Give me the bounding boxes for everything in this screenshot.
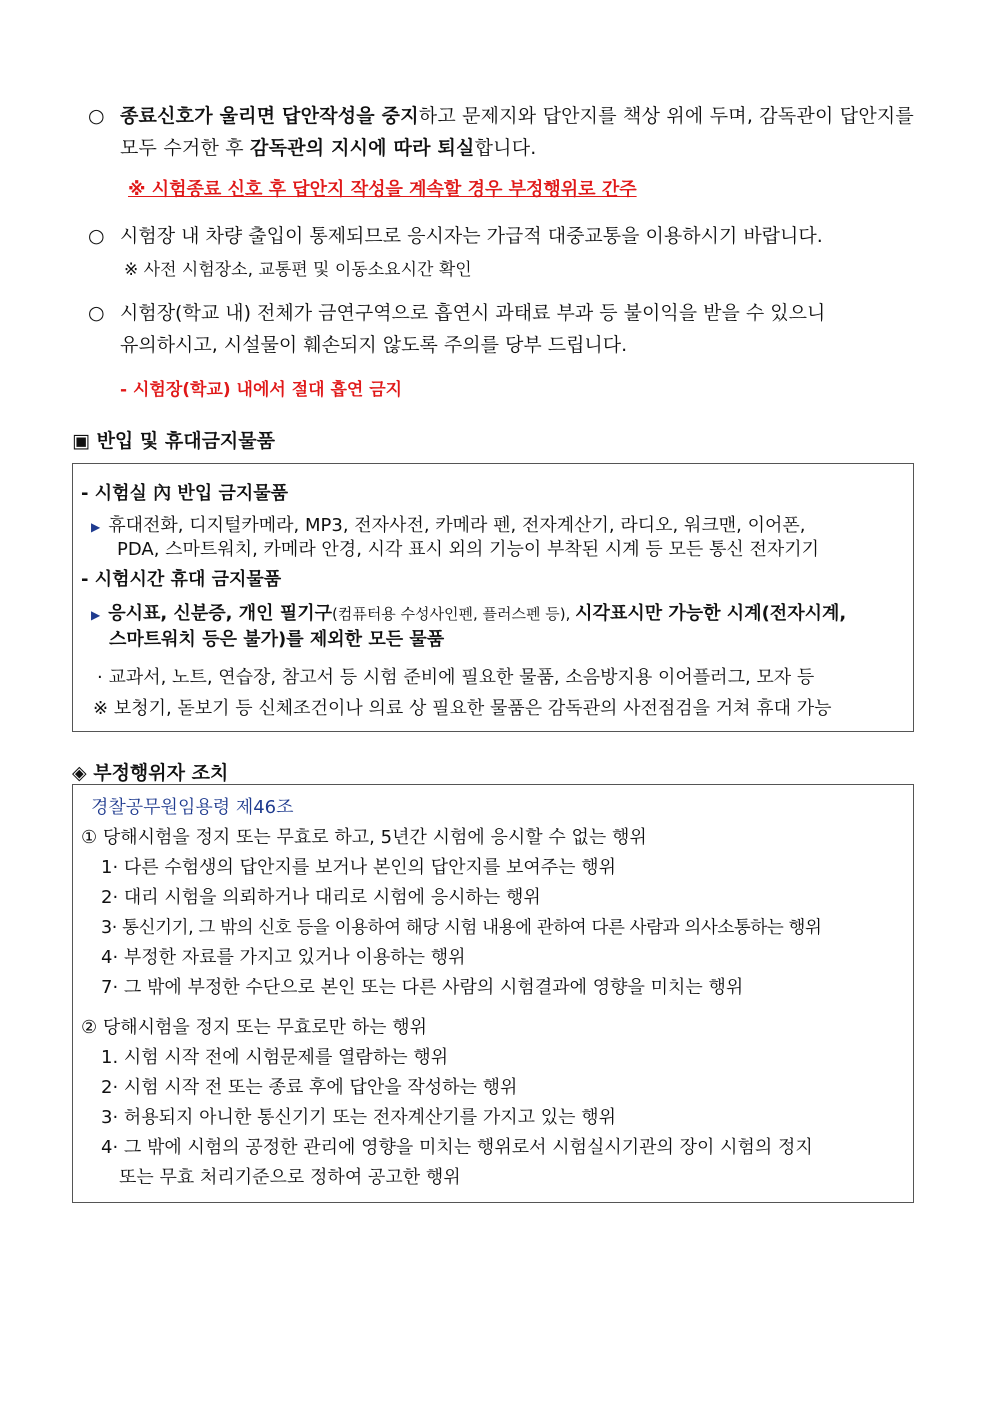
exam-items-line2: 스마트워치 등은 불가)를 제외한 모든 물품 xyxy=(109,629,445,650)
item1-list-entry: 1· 다른 수험생의 답안지를 보거나 본인의 답안지를 보여주는 행위 xyxy=(101,857,617,878)
dot-items-line: · 교과서, 노트, 연습장, 참고서 등 시험 준비에 필요한 물품, 소음방지용 이어플러그, 모자 등 xyxy=(97,667,815,688)
circle-bullet: ○ xyxy=(88,105,105,127)
prohibited-items-box xyxy=(72,463,914,732)
bold-text: 감독관의 지시에 따라 퇴실 xyxy=(250,137,475,159)
sub-heading-exam-time: - 시험시간 휴대 금지물품 xyxy=(81,569,282,590)
traffic-note: ※ 사전 시험장소, 교통편 및 이동소요시간 확인 xyxy=(124,260,472,280)
item1-list-entry: 3· 통신기기, 그 밖의 신호 등을 이용하여 해당 시험 내용에 관하여 다른 사람과 의사소통하는 행위 xyxy=(101,918,822,938)
bullet-traffic-text: 시험장 내 차량 출입이 통제되므로 응시자는 가급적 대중교통을 이용하시기 바랍니다. xyxy=(120,225,823,247)
law-reference: 경찰공무원임용령 제46조 xyxy=(91,797,294,818)
item1-heading: ① 당해시험을 정지 또는 무효로 하고, 5년간 시험에 응시할 수 없는 행위 xyxy=(81,827,647,848)
bullet-smoking xyxy=(88,297,928,361)
item2-list-entry: 1. 시험 시작 전에 시험문제를 열람하는 행위 xyxy=(101,1047,449,1068)
cheating-box xyxy=(72,784,914,1203)
plain-text: (컴퓨터용 수성사인펜, 플러스펜 등), xyxy=(331,605,576,623)
plain-text: 하고 문제지와 답안지를 책상 위에 두며, 감독관이 답안지를 xyxy=(418,105,914,127)
section-title-cheating: ◈ 부정행위자 조치 xyxy=(72,762,229,784)
item2-list-entry: 3· 허용되지 아니한 통신기기 또는 전자계산기를 가지고 있는 행위 xyxy=(101,1107,617,1128)
item2-list-continuation: 또는 무효 처리기준으로 정하여 공고한 행위 xyxy=(119,1167,461,1188)
triangle-bullet-icon: ▶ xyxy=(91,608,101,622)
item2-list-entry: 2· 시험 시작 전 또는 종료 후에 답안을 작성하는 행위 xyxy=(101,1077,518,1098)
bullet-smoking-text xyxy=(120,297,928,361)
sub-heading-room: - 시험실 內 반입 금지물품 xyxy=(81,483,289,504)
item1-list-entry: 2· 대리 시험을 의뢰하거나 대리로 시험에 응시하는 행위 xyxy=(101,887,541,908)
circle-bullet: ○ xyxy=(88,225,105,247)
text-line: 시험장(학교 내) 전체가 금연구역으로 흡연시 과태료 부과 등 불이익을 받을 수 있으니 xyxy=(120,302,826,324)
bullet-end-signal xyxy=(88,100,928,164)
text-line: 휴대전화, 디지털카메라, MP3, 전자사전, 카메라 펜, 전자계산기, 라디오, 워크맨, 이어폰, xyxy=(108,515,806,536)
item1-list-entry: 4· 부정한 자료를 가지고 있거나 이용하는 행위 xyxy=(101,947,466,968)
warning-note: ※ 시험종료 신호 후 답안지 작성을 계속할 경우 부정행위로 간주 xyxy=(128,179,637,200)
item2-heading: ② 당해시험을 정지 또는 무효로만 하는 행위 xyxy=(81,1017,428,1038)
bold-text: 응시표, 신분증, 개인 필기구 xyxy=(108,603,332,624)
item1-list-entry: 7· 그 밖에 부정한 수단으로 본인 또는 다른 사람의 시험결과에 영향을 미치는 행위 xyxy=(101,977,744,998)
section-title-prohibited-items: ▣ 반입 및 휴대금지물품 xyxy=(72,430,275,452)
bold-text: 시각표시만 가능한 시계(전자시계, xyxy=(575,603,847,624)
smoking-note: - 시험장(학교) 내에서 절대 흡연 금지 xyxy=(120,380,403,400)
exam-items-line1 xyxy=(91,600,846,629)
reference-note-line: ※ 보청기, 돋보기 등 신체조건이나 의료 상 필요한 물품은 감독관의 사전점검을 거쳐 휴대 가능 xyxy=(93,698,832,719)
circle-bullet: ○ xyxy=(88,302,105,324)
room-items-line2: PDA, 스마트워치, 카메라 안경, 시각 표시 외의 기능이 부착된 시계 등 모든 통신 전자기기 xyxy=(117,539,820,560)
bold-text: 종료신호가 울리면 답안작성을 중지 xyxy=(120,105,419,127)
bullet-end-signal-text xyxy=(120,100,928,164)
triangle-bullet-icon: ▶ xyxy=(91,520,101,534)
text-line: 유의하시고, 시설물이 훼손되지 않도록 주의를 당부 드립니다. xyxy=(120,334,628,356)
item2-list-entry: 4· 그 밖에 시험의 공정한 관리에 영향을 미치는 행위로서 시험실시기관의 장이 시험의 정지 xyxy=(101,1137,813,1158)
plain-text: 합니다. xyxy=(474,137,537,159)
plain-text: 모두 수거한 후 xyxy=(120,137,251,159)
bullet-traffic xyxy=(88,220,928,252)
